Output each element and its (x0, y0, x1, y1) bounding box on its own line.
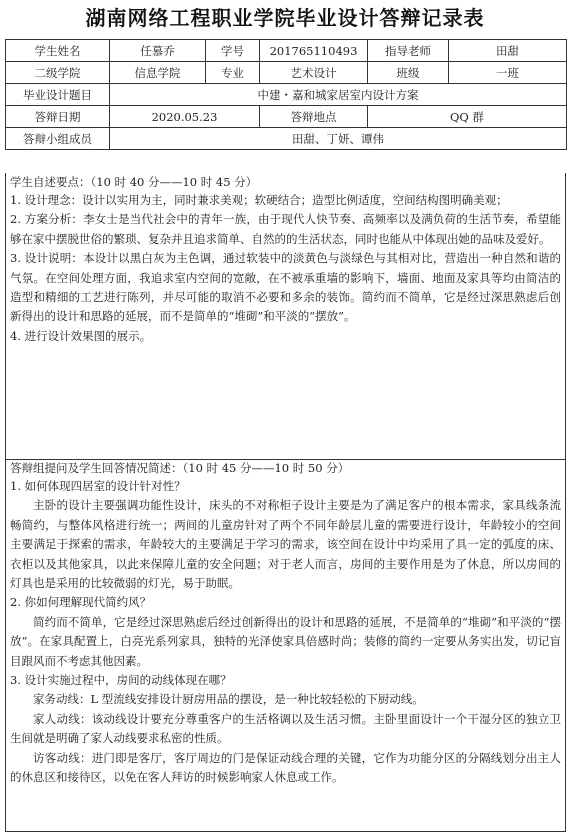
answer-3-housework: 家务动线：L 型流线安排设计厨房用品的摆设，是一种比较轻松的下厨动线。 (33, 692, 424, 707)
question-2: 2. 你如何理解现代简约风？ (10, 595, 152, 610)
college-label: 二级学院 (6, 62, 110, 84)
section2-heading: 答辩组提问及学生回答情况简述：（10 时 45 分——10 时 50 分） (10, 461, 350, 475)
info-row-college (6, 62, 567, 84)
question-3: 3. 设计实施过程中，房间的动线体现在哪？ (10, 673, 232, 688)
section1-paragraph: 3. 设计说明：本设计以黑白灰为主色调，通过软装中的淡黄色与淡绿色与其相对比，营造出一种自然和谐的气氛。在空间处理方面，我追求室内空间的宽敞，在不被承重墙的影响下，墙面、地面及家具等均由简洁的造型和精细的工艺进行陈列，并尽可能的取消不必要和多余的装饰。简约而不简单，它是经过深思熟虑后创新得出的设计和思路的延展，而不是简单的“堆砌”和平淡的“摆放”。 (10, 251, 561, 324)
date-label: 答辩日期 (6, 106, 110, 128)
student-statement-section (5, 173, 566, 460)
info-table (5, 39, 567, 150)
date-value: 2020.05.23 (110, 106, 260, 128)
topic-value: 中建・嘉和城家居室内设计方案 (110, 84, 567, 106)
college-value: 信息学院 (110, 62, 206, 84)
advisor-value: 田甜 (449, 40, 567, 62)
answer-2: 简约而不简单，它是经过深思熟虑后经过创新得出的设计和思路的延展，不是简单的“堆砌”和平淡的“摆放”。在家具配置上，白亮光系列家具，独特的光泽使家具倍感时尚；装修的简约一定要从务实出发，切记盲目跟风而不考虑其他因素。 (10, 614, 561, 668)
section1-paragraph: 1. 设计理念：设计以实用为主，同时兼求美观；软硬结合；造型比例适度，空间结构图明确美观； (10, 193, 508, 207)
location-value: QQ 群 (368, 106, 567, 128)
info-row-student (6, 40, 567, 62)
answer-3-visitor: 访客动线：进门即是客厅，客厅周边的门是保证动线合理的关键，它作为功能分区的分隔线划分出主人的休息区和接待区，以免在客人拜访的时候影响家人休息或工作。 (10, 750, 561, 785)
question-1: 1. 如何体现四居室的设计针对性？ (10, 479, 186, 493)
location-label: 答辩地点 (260, 106, 368, 128)
info-row-date (6, 106, 567, 128)
section1-paragraph: 4. 进行设计效果图的展示。 (10, 328, 152, 343)
panel-value: 田甜、丁妍、谭伟 (110, 128, 567, 150)
info-row-panel (6, 128, 567, 150)
panel-label: 答辩小组成员 (6, 128, 110, 150)
class-value: 一班 (449, 62, 567, 84)
qa-section (5, 459, 566, 832)
student-id-label: 学号 (206, 40, 260, 62)
section1-paragraph: 2. 方案分析：李女士是当代社会中的青年一族，由于现代人快节奏、高频率以及满负荷的生活节奏，希望能够在家中摆脱世俗的繁琐、复杂并且追求简单、自然的的生活状态，同时也能从中体现出她的品味及爱好。 (10, 212, 561, 246)
major-value: 艺术设计 (260, 62, 368, 84)
section1-heading: 学生自述要点：（10 时 40 分——10 时 45 分） (10, 175, 258, 189)
major-label: 专业 (206, 62, 260, 84)
answer-1: 主卧的设计主要强调功能性设计，床头的不对称柜子设计主要是为了满足客户的根本需求，家具线条流畅简约，与整体风格进行统一；两间的儿童房针对了两个不同年龄层儿童的需要进行设计，年龄较小的空间主要满足于探索的需求，年龄较大的主要满足于学习的需求，该空间在设计中均采用了具一定的弧度的床、衣柜以及其他家具，以此来保障儿童的安全问题；对于老人而言，房间的主要作用是为了休息，所以房间的灯具也是采用的比较微弱的灯光，易于助眠。 (10, 498, 561, 591)
topic-label: 毕业设计题目 (6, 84, 110, 106)
class-label: 班级 (368, 62, 449, 84)
page-title: 湖南网络工程职业学院毕业设计答辩记录表 (85, 6, 485, 30)
student-name-value: 任慕乔 (110, 40, 206, 62)
answer-3-family: 家人动线：该动线设计要充分尊重客户的生活格调以及生活习惯。主卧里面设计一个干湿分区的独立卫生间就是明确了家人动线要求私密的性质。 (10, 711, 561, 746)
advisor-label: 指导老师 (368, 40, 449, 62)
info-row-topic (6, 84, 567, 106)
student-name-label: 学生姓名 (6, 40, 110, 62)
student-id-value: 201765110493 (260, 40, 368, 62)
